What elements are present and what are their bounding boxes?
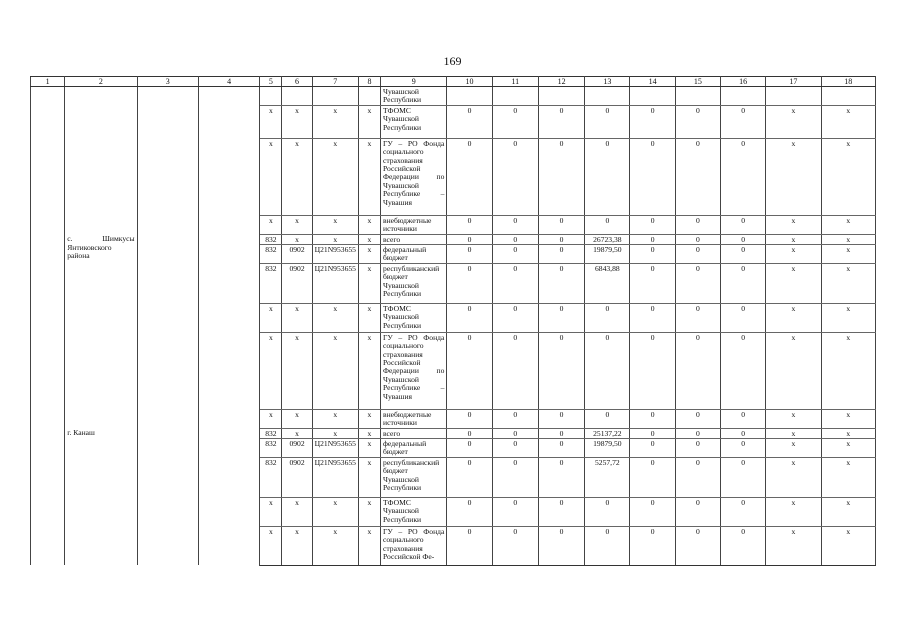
value-cell: Ц21N953655 <box>312 457 358 497</box>
value-cell <box>492 87 538 106</box>
value-cell: 832 <box>260 234 282 244</box>
value-cell: х <box>358 138 380 215</box>
value-cell <box>721 87 766 106</box>
value-cell: 0 <box>585 332 630 409</box>
value-cell: 832 <box>260 457 282 497</box>
value-cell: х <box>312 497 358 526</box>
value-cell: 0 <box>630 428 675 438</box>
value-cell: х <box>260 303 282 332</box>
value-cell: х <box>821 439 875 458</box>
value-cell: 0902 <box>282 263 312 303</box>
value-cell: 0 <box>630 497 675 526</box>
funding-source: всего <box>381 428 447 438</box>
value-cell: х <box>260 138 282 215</box>
value-cell: х <box>260 332 282 409</box>
funding-source: республиканский бюджет Чувашской Республики <box>381 263 447 303</box>
value-cell: 0 <box>721 332 766 409</box>
funding-source: федеральный бюджет <box>381 439 447 458</box>
value-cell: 0 <box>675 526 720 565</box>
location-name: с. Шимкусы Янтиковского района <box>65 234 137 428</box>
funding-source: ГУ – РО Фонда социального страхования Российской Федерации по Чувашской Республике – Чувашия <box>381 332 447 409</box>
column-header: 16 <box>721 77 766 87</box>
value-cell: 0 <box>585 409 630 428</box>
value-cell: х <box>766 105 821 138</box>
value-cell <box>447 87 492 106</box>
value-cell: 0 <box>675 409 720 428</box>
column-header: 3 <box>137 77 198 87</box>
value-cell: х <box>260 526 282 565</box>
value-cell: х <box>358 457 380 497</box>
value-cell: 0 <box>585 138 630 215</box>
value-cell: 0 <box>675 245 720 264</box>
column-header: 15 <box>675 77 720 87</box>
value-cell: 0 <box>447 138 492 215</box>
column-header: 13 <box>585 77 630 87</box>
value-cell: 0 <box>721 457 766 497</box>
value-cell: х <box>358 497 380 526</box>
value-cell: 832 <box>260 263 282 303</box>
value-cell: х <box>260 215 282 234</box>
empty-cell <box>821 87 875 106</box>
value-cell: 0 <box>630 245 675 264</box>
value-cell: 0 <box>538 105 584 138</box>
value-cell <box>766 87 821 106</box>
column-header: 7 <box>312 77 358 87</box>
value-cell: 0 <box>447 439 492 458</box>
value-cell: х <box>766 245 821 264</box>
value-cell: х <box>358 234 380 244</box>
value-cell: Ц21N953655 <box>312 245 358 264</box>
value-cell: Ц21N953655 <box>312 263 358 303</box>
value-cell: 0 <box>721 439 766 458</box>
value-cell: 0 <box>447 428 492 438</box>
funding-source: республиканский бюджет Чувашской Республики <box>381 457 447 497</box>
funding-source: всего <box>381 234 447 244</box>
column-header: 14 <box>630 77 675 87</box>
value-cell: х <box>821 138 875 215</box>
value-cell: 0 <box>675 497 720 526</box>
value-cell: 0 <box>492 303 538 332</box>
value-cell: х <box>312 332 358 409</box>
value-cell: 0 <box>675 138 720 215</box>
column-header: 4 <box>198 77 259 87</box>
column-header: 10 <box>447 77 492 87</box>
budget-table <box>30 76 876 566</box>
column-header: 1 <box>31 77 65 87</box>
funding-source: ТФОМС Чувашской Республики <box>381 303 447 332</box>
value-cell: х <box>358 263 380 303</box>
value-cell: х <box>766 303 821 332</box>
column-header: 9 <box>381 77 447 87</box>
value-cell: 0 <box>630 234 675 244</box>
value-cell: 19879,50 <box>585 439 630 458</box>
value-cell: 0 <box>538 234 584 244</box>
value-cell: 0 <box>721 428 766 438</box>
value-cell: х <box>766 457 821 497</box>
value-cell: 0 <box>538 303 584 332</box>
value-cell <box>312 87 358 106</box>
value-cell: х <box>766 332 821 409</box>
value-cell <box>260 87 282 106</box>
value-cell: 0 <box>585 105 630 138</box>
funding-source: внебюджетные источники <box>381 215 447 234</box>
value-cell: 0 <box>447 245 492 264</box>
value-cell: 0 <box>538 332 584 409</box>
value-cell: 0 <box>492 428 538 438</box>
value-cell: 0 <box>492 497 538 526</box>
value-cell: х <box>358 526 380 565</box>
cell-col1 <box>31 428 65 565</box>
value-cell: х <box>358 105 380 138</box>
value-cell: х <box>282 497 312 526</box>
value-cell: 0 <box>675 303 720 332</box>
value-cell: х <box>312 138 358 215</box>
value-cell: х <box>766 428 821 438</box>
value-cell: 0 <box>721 497 766 526</box>
value-cell: 0 <box>630 332 675 409</box>
value-cell: 0 <box>447 332 492 409</box>
value-cell <box>358 87 380 106</box>
value-cell: 0 <box>721 526 766 565</box>
value-cell: 0 <box>538 497 584 526</box>
value-cell: х <box>821 526 875 565</box>
value-cell: 0 <box>492 138 538 215</box>
value-cell: х <box>282 332 312 409</box>
value-cell: 0 <box>447 105 492 138</box>
value-cell: 0 <box>492 332 538 409</box>
value-cell: х <box>821 303 875 332</box>
value-cell: 0 <box>675 457 720 497</box>
value-cell: 0 <box>492 105 538 138</box>
cell-col3 <box>137 87 198 235</box>
value-cell: х <box>358 428 380 438</box>
funding-source: внебюджетные источники <box>381 409 447 428</box>
value-cell: 0 <box>630 526 675 565</box>
value-cell: х <box>766 138 821 215</box>
value-cell: 0902 <box>282 245 312 264</box>
value-cell: х <box>312 234 358 244</box>
value-cell: 5257,72 <box>585 457 630 497</box>
value-cell: х <box>312 428 358 438</box>
value-cell: х <box>821 245 875 264</box>
value-cell: 0 <box>492 526 538 565</box>
funding-source: ТФОМС Чувашской Республики <box>381 105 447 138</box>
table-row <box>31 234 876 244</box>
value-cell <box>282 87 312 106</box>
value-cell: 0 <box>721 105 766 138</box>
value-cell: 0 <box>492 234 538 244</box>
value-cell: 0 <box>630 263 675 303</box>
column-header: 18 <box>821 77 875 87</box>
value-cell: х <box>282 409 312 428</box>
funding-source: ТФОМС Чувашской Республики <box>381 497 447 526</box>
value-cell: х <box>260 497 282 526</box>
column-header-row <box>31 77 876 87</box>
value-cell: 0 <box>630 105 675 138</box>
value-cell: 0 <box>675 263 720 303</box>
value-cell: х <box>312 303 358 332</box>
value-cell: 0 <box>538 526 584 565</box>
value-cell: 0902 <box>282 439 312 458</box>
value-cell: 0 <box>538 138 584 215</box>
value-cell <box>630 87 675 106</box>
value-cell: 0 <box>630 215 675 234</box>
value-cell: 0 <box>538 263 584 303</box>
value-cell: 832 <box>260 245 282 264</box>
value-cell: 0 <box>492 215 538 234</box>
value-cell: 0 <box>538 428 584 438</box>
value-cell: 0 <box>675 332 720 409</box>
value-cell: 0 <box>492 263 538 303</box>
value-cell: х <box>766 234 821 244</box>
value-cell: 0 <box>585 497 630 526</box>
funding-source: ГУ – РО Фонда социального страхования Российской Фе- <box>381 526 447 565</box>
value-cell: х <box>821 105 875 138</box>
value-cell: 0 <box>721 138 766 215</box>
column-header: 12 <box>538 77 584 87</box>
funding-source: федеральный бюджет <box>381 245 447 264</box>
value-cell: х <box>358 245 380 264</box>
value-cell: 0 <box>538 409 584 428</box>
value-cell: 0 <box>675 234 720 244</box>
value-cell: 0 <box>721 215 766 234</box>
value-cell: Ц21N953655 <box>312 439 358 458</box>
value-cell: 0 <box>675 439 720 458</box>
value-cell: 0 <box>538 439 584 458</box>
value-cell: х <box>312 105 358 138</box>
value-cell: 0 <box>447 457 492 497</box>
value-cell: х <box>358 409 380 428</box>
value-cell: х <box>821 332 875 409</box>
cell-col3 <box>137 428 198 565</box>
value-cell: 0 <box>721 245 766 264</box>
value-cell: х <box>821 215 875 234</box>
value-cell: 0 <box>447 303 492 332</box>
cell-col1 <box>31 87 65 235</box>
value-cell: 0 <box>492 439 538 458</box>
value-cell: х <box>766 526 821 565</box>
value-cell: 0 <box>585 303 630 332</box>
value-cell <box>585 87 630 106</box>
value-cell: х <box>282 234 312 244</box>
value-cell: 0 <box>721 234 766 244</box>
value-cell: 0 <box>675 428 720 438</box>
table-row <box>31 87 876 106</box>
value-cell: 0 <box>492 409 538 428</box>
value-cell: 0 <box>585 215 630 234</box>
value-cell: 0 <box>492 245 538 264</box>
value-cell: х <box>260 105 282 138</box>
value-cell: х <box>282 428 312 438</box>
column-header: 5 <box>260 77 282 87</box>
value-cell: 0902 <box>282 457 312 497</box>
value-cell: х <box>282 215 312 234</box>
value-cell: х <box>766 263 821 303</box>
value-cell: х <box>312 409 358 428</box>
value-cell: х <box>821 409 875 428</box>
value-cell: х <box>766 409 821 428</box>
value-cell: 0 <box>675 215 720 234</box>
value-cell: 0 <box>721 409 766 428</box>
value-cell: 0 <box>538 215 584 234</box>
value-cell: 832 <box>260 428 282 438</box>
value-cell: 0 <box>630 409 675 428</box>
cell-col4 <box>198 234 259 428</box>
value-cell: 0 <box>585 526 630 565</box>
location-name: г. Канаш <box>65 428 137 565</box>
value-cell: 0 <box>630 457 675 497</box>
cell-col3 <box>137 234 198 428</box>
value-cell: 26723,38 <box>585 234 630 244</box>
value-cell: 6843,88 <box>585 263 630 303</box>
value-cell: 0 <box>447 263 492 303</box>
value-cell: 0 <box>447 409 492 428</box>
funding-source: ГУ – РО Фонда социального страхования Российской Федерации по Чувашской Республике – Чувашия <box>381 138 447 215</box>
value-cell: х <box>821 428 875 438</box>
cell-col4 <box>198 428 259 565</box>
value-cell: 0 <box>492 457 538 497</box>
value-cell: х <box>358 332 380 409</box>
value-cell: 0 <box>538 245 584 264</box>
value-cell: 0 <box>630 138 675 215</box>
value-cell: х <box>282 105 312 138</box>
value-cell: 0 <box>447 215 492 234</box>
column-header: 6 <box>282 77 312 87</box>
value-cell: 832 <box>260 439 282 458</box>
value-cell: 0 <box>538 457 584 497</box>
value-cell: х <box>282 138 312 215</box>
column-header: 11 <box>492 77 538 87</box>
value-cell <box>538 87 584 106</box>
value-cell: х <box>312 215 358 234</box>
value-cell: х <box>766 439 821 458</box>
value-cell: х <box>282 526 312 565</box>
value-cell: х <box>282 303 312 332</box>
value-cell: 0 <box>630 439 675 458</box>
value-cell: 19879,50 <box>585 245 630 264</box>
value-cell: х <box>358 303 380 332</box>
value-cell: 25137,22 <box>585 428 630 438</box>
value-cell: х <box>821 497 875 526</box>
value-cell: х <box>821 263 875 303</box>
value-cell: х <box>358 215 380 234</box>
funding-source: Чувашской Республики <box>381 87 447 106</box>
value-cell: 0 <box>630 303 675 332</box>
value-cell: 0 <box>675 105 720 138</box>
column-header: 2 <box>65 77 137 87</box>
value-cell: х <box>260 409 282 428</box>
value-cell: 0 <box>721 263 766 303</box>
location-name <box>65 87 137 235</box>
column-header: 17 <box>766 77 821 87</box>
value-cell: х <box>358 439 380 458</box>
column-header: 8 <box>358 77 380 87</box>
value-cell: 0 <box>447 526 492 565</box>
value-cell: 0 <box>447 497 492 526</box>
table-row <box>31 428 876 438</box>
cell-col1 <box>31 234 65 428</box>
value-cell: х <box>312 526 358 565</box>
value-cell: х <box>766 215 821 234</box>
value-cell: х <box>766 497 821 526</box>
value-cell <box>675 87 720 106</box>
page-number: 169 <box>443 54 462 68</box>
value-cell: х <box>821 457 875 497</box>
value-cell: 0 <box>721 303 766 332</box>
value-cell: 0 <box>447 234 492 244</box>
value-cell: х <box>821 234 875 244</box>
cell-col4 <box>198 87 259 235</box>
